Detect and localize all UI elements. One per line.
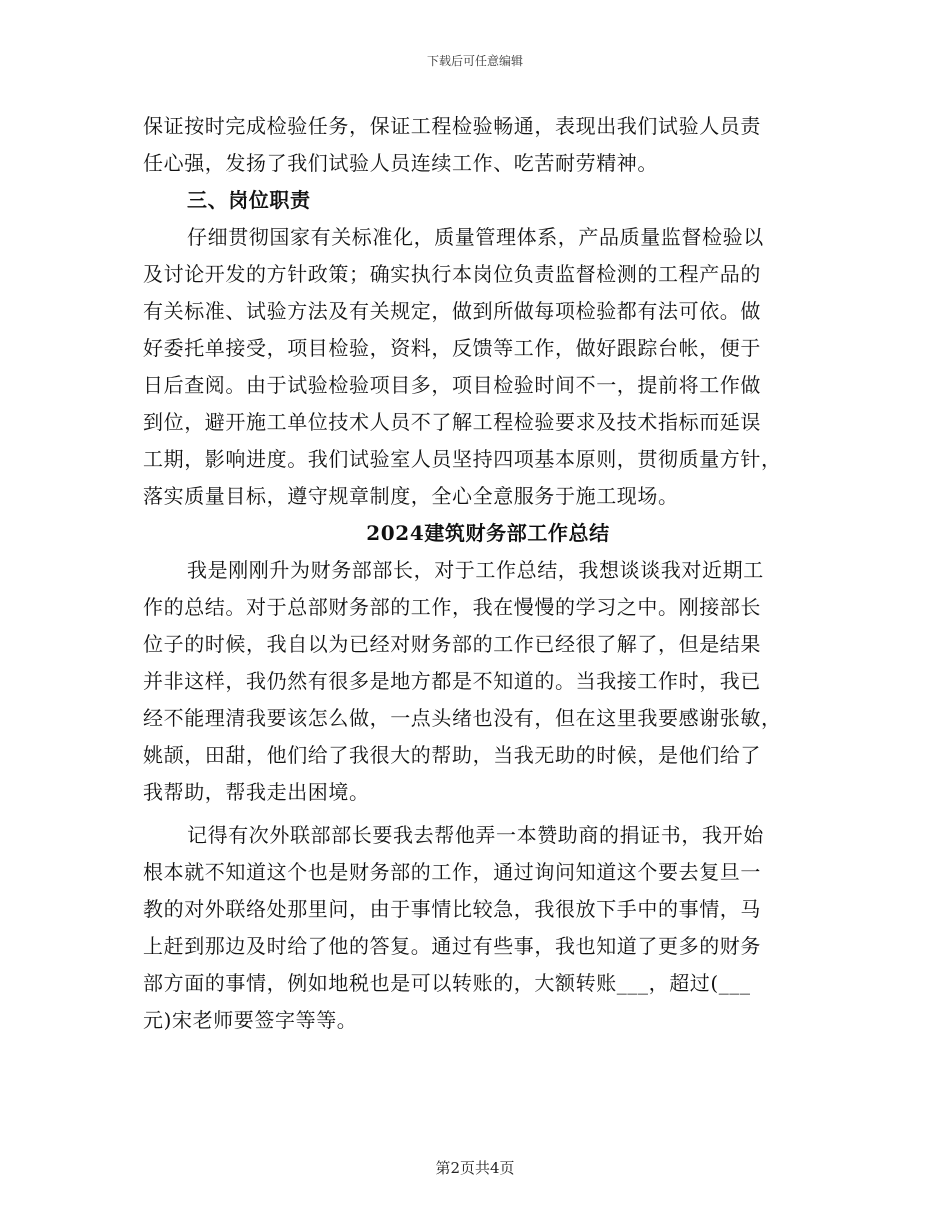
paragraph-line: 并非这样，我仍然有很多是地方都是不知道的。当我接工作时，我已 [143,669,761,693]
document-title: 2024建筑财务部工作总结 [366,521,610,545]
paragraph-line: 我是刚刚升为财务部部长，对于工作总结，我想谈谈我对近期工 [187,558,764,582]
paragraph-line: 我帮助，帮我走出困境。 [143,780,370,804]
page-header: 下载后可任意编辑 [426,54,523,68]
paragraph-line: 落实质量目标，遵守规章制度，全心全意服务于施工现场。 [143,484,679,508]
paragraph-line: 记得有次外联部部长要我去帮他弄一本赞助商的捐证书，我开始 [187,823,764,847]
paragraph-line: 元)宋老师要签字等等。 [143,1008,358,1032]
paragraph-line: 任心强，发扬了我们试验人员连续工作、吃苦耐劳精神。 [143,151,658,175]
document-body [143,108,803,1039]
paragraph-line: 有关标准、试验方法及有关规定，做到所做每项检验都有法可依。做 [143,299,761,323]
paragraph-line: 日后查阅。由于试验检验项目多，项目检验时间不一，提前将工作做 [143,373,761,397]
paragraph-line: 位子的时候，我自以为已经对财务部的工作已经很了解了，但是结果 [143,632,761,656]
paragraph-line: 到位，避开施工单位技术人员不了解工程检验要求及技术指标而延误 [143,410,761,434]
page-footer: 第2页共4页 [435,1159,515,1177]
paragraph-line: 及讨论开发的方针政策；确实执行本岗位负责监督检测的工程产品的 [143,262,761,286]
paragraph-line: 保证按时完成检验任务，保证工程检验畅通，表现出我们试验人员责 [143,114,761,138]
paragraph-line: 根本就不知道这个也是财务部的工作，通过询问知道这个要去复旦一 [143,860,761,884]
paragraph-line: 经不能理清我要该怎么做，一点头绪也没有，但在这里我要感谢张敏， [143,706,782,730]
paragraph-line: 仔细贯彻国家有关标准化，质量管理体系，产品质量监督检验以 [187,225,764,249]
paragraph-line: 上赶到那边及时给了他的答复。通过有些事，我也知道了更多的财务 [143,934,761,958]
paragraph-line: 姚颉，田甜，他们给了我很大的帮助，当我无助的时候，是他们给了 [143,743,761,767]
paragraph-line: 教的对外联络处那里问，由于事情比较急，我很放下手中的事情，马 [143,897,761,921]
paragraph-line: 部方面的事情，例如地税也是可以转账的，大额转账___，超过(___ [143,971,751,995]
paragraph-line: 工期，影响进度。我们试验室人员坚持四项基本原则，贯彻质量方针， [143,447,782,471]
paragraph-line: 作的总结。对于总部财务部的工作，我在慢慢的学习之中。刚接部长 [143,595,761,619]
section-heading: 三、岗位职责 [187,188,311,212]
paragraph-line: 好委托单接受，项目检验，资料，反馈等工作，做好跟踪台帐，便于 [143,336,761,360]
